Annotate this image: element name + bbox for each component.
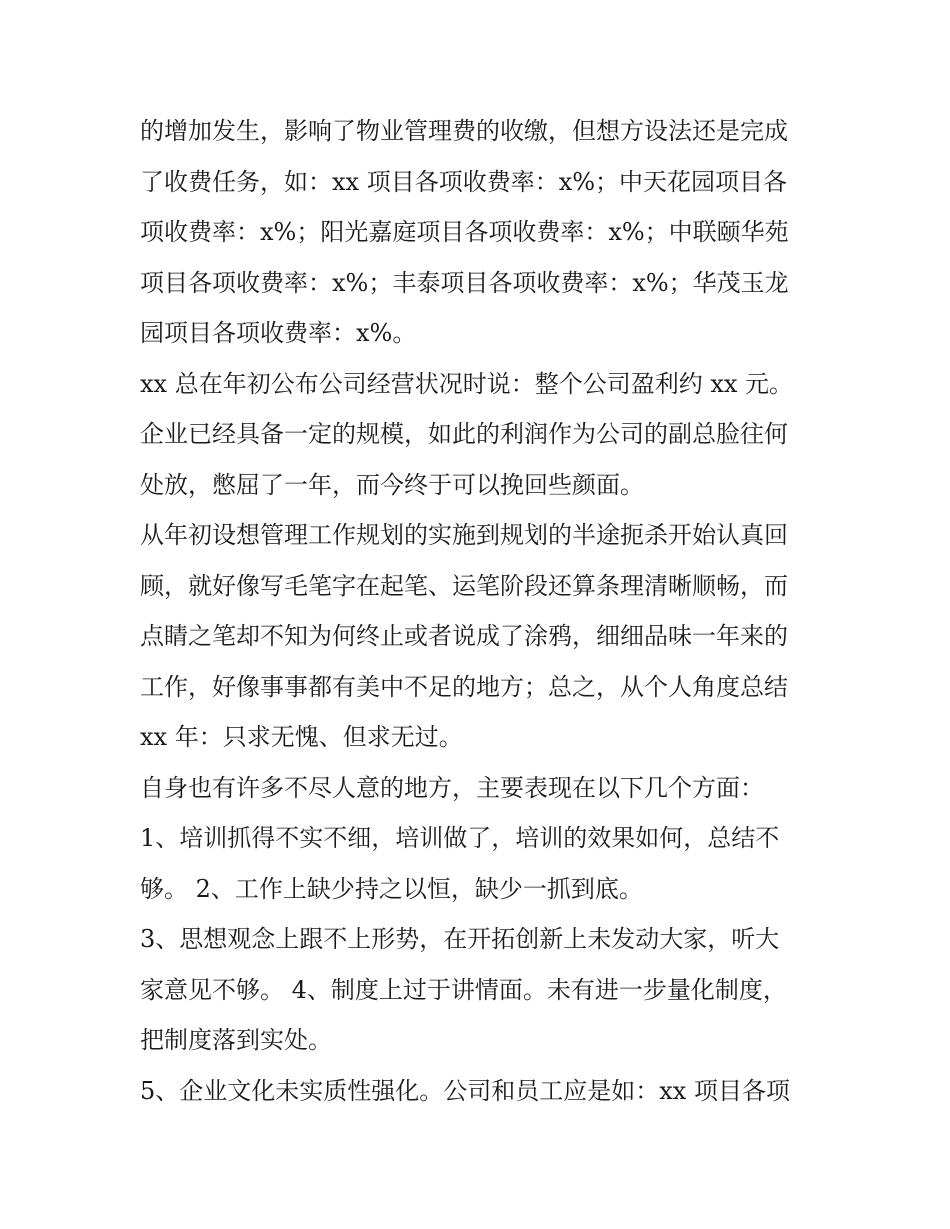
document-body [140,106,820,1116]
list-item-training [140,813,820,914]
text-line: 5、企业文化未实质性强化。公司和员工应是如：xx 项目各项 [140,1076,790,1105]
text-line: 自身也有许多不尽人意的地方，主要表现在以下几个方面： [140,773,764,802]
text-line: 企业已经具备一定的规模，如此的利润作为公司的副总脸往何 [140,420,788,448]
text-line: 了收费任务，如：xx 项目各项收费率：x%；中天花园项目各 [140,167,788,196]
text-line: 处放，憋屈了一年，而今终于可以挽回些颜面。 [140,470,644,499]
paragraph-year-review [140,510,820,763]
text-line: xx 总在年初公布公司经营状况时说：整个公司盈利约 xx 元。 [140,369,794,398]
paragraph-company-profit [140,359,820,511]
text-line: xx 年：只求无愧、但求无过。 [140,723,463,751]
text-line: 的增加发生，影响了物业管理费的收缴，但想方设法还是完成 [140,117,788,145]
text-line: 顾，就好像写毛笔字在起笔、运笔阶段还算条理清晰顺畅，而 [140,571,788,600]
text-line: 1、培训抓得不实不细，培训做了，培训的效果如何，总结不 [140,824,780,852]
text-line: 把制度落到实处。 [140,1026,332,1054]
list-item-culture [140,1066,820,1117]
text-line: 工作，好像事事都有美中不足的地方；总之，从个人角度总结 [140,672,788,701]
text-line: 从年初设想管理工作规划的实施到规划的半途扼杀开始认真回 [140,521,788,549]
text-line: 3、思想观念上跟不上形势，在开拓创新上未发动大家，听大 [140,925,780,953]
paragraph-fee-collection [140,106,820,359]
text-line: 项收费率：x%；阳光嘉庭项目各项收费率：x%；中联颐华苑 [140,218,789,246]
paragraph-shortcomings-intro [140,763,820,814]
text-line: 项目各项收费率：x%；丰泰项目各项收费率：x%；华茂玉龙 [140,268,789,297]
list-item-mindset [140,914,820,1066]
text-line: 家意见不够。 4、制度上过于讲情面。未有进一步量化制度， [140,975,787,1004]
text-line: 点睛之笔却不知为何终止或者说成了涂鸦，细细品味一年来的 [140,622,788,650]
text-line: 园项目各项收费率：x%。 [140,319,417,347]
text-line: 够。 2、工作上缺少持之以恒，缺少一抓到底。 [140,874,643,903]
